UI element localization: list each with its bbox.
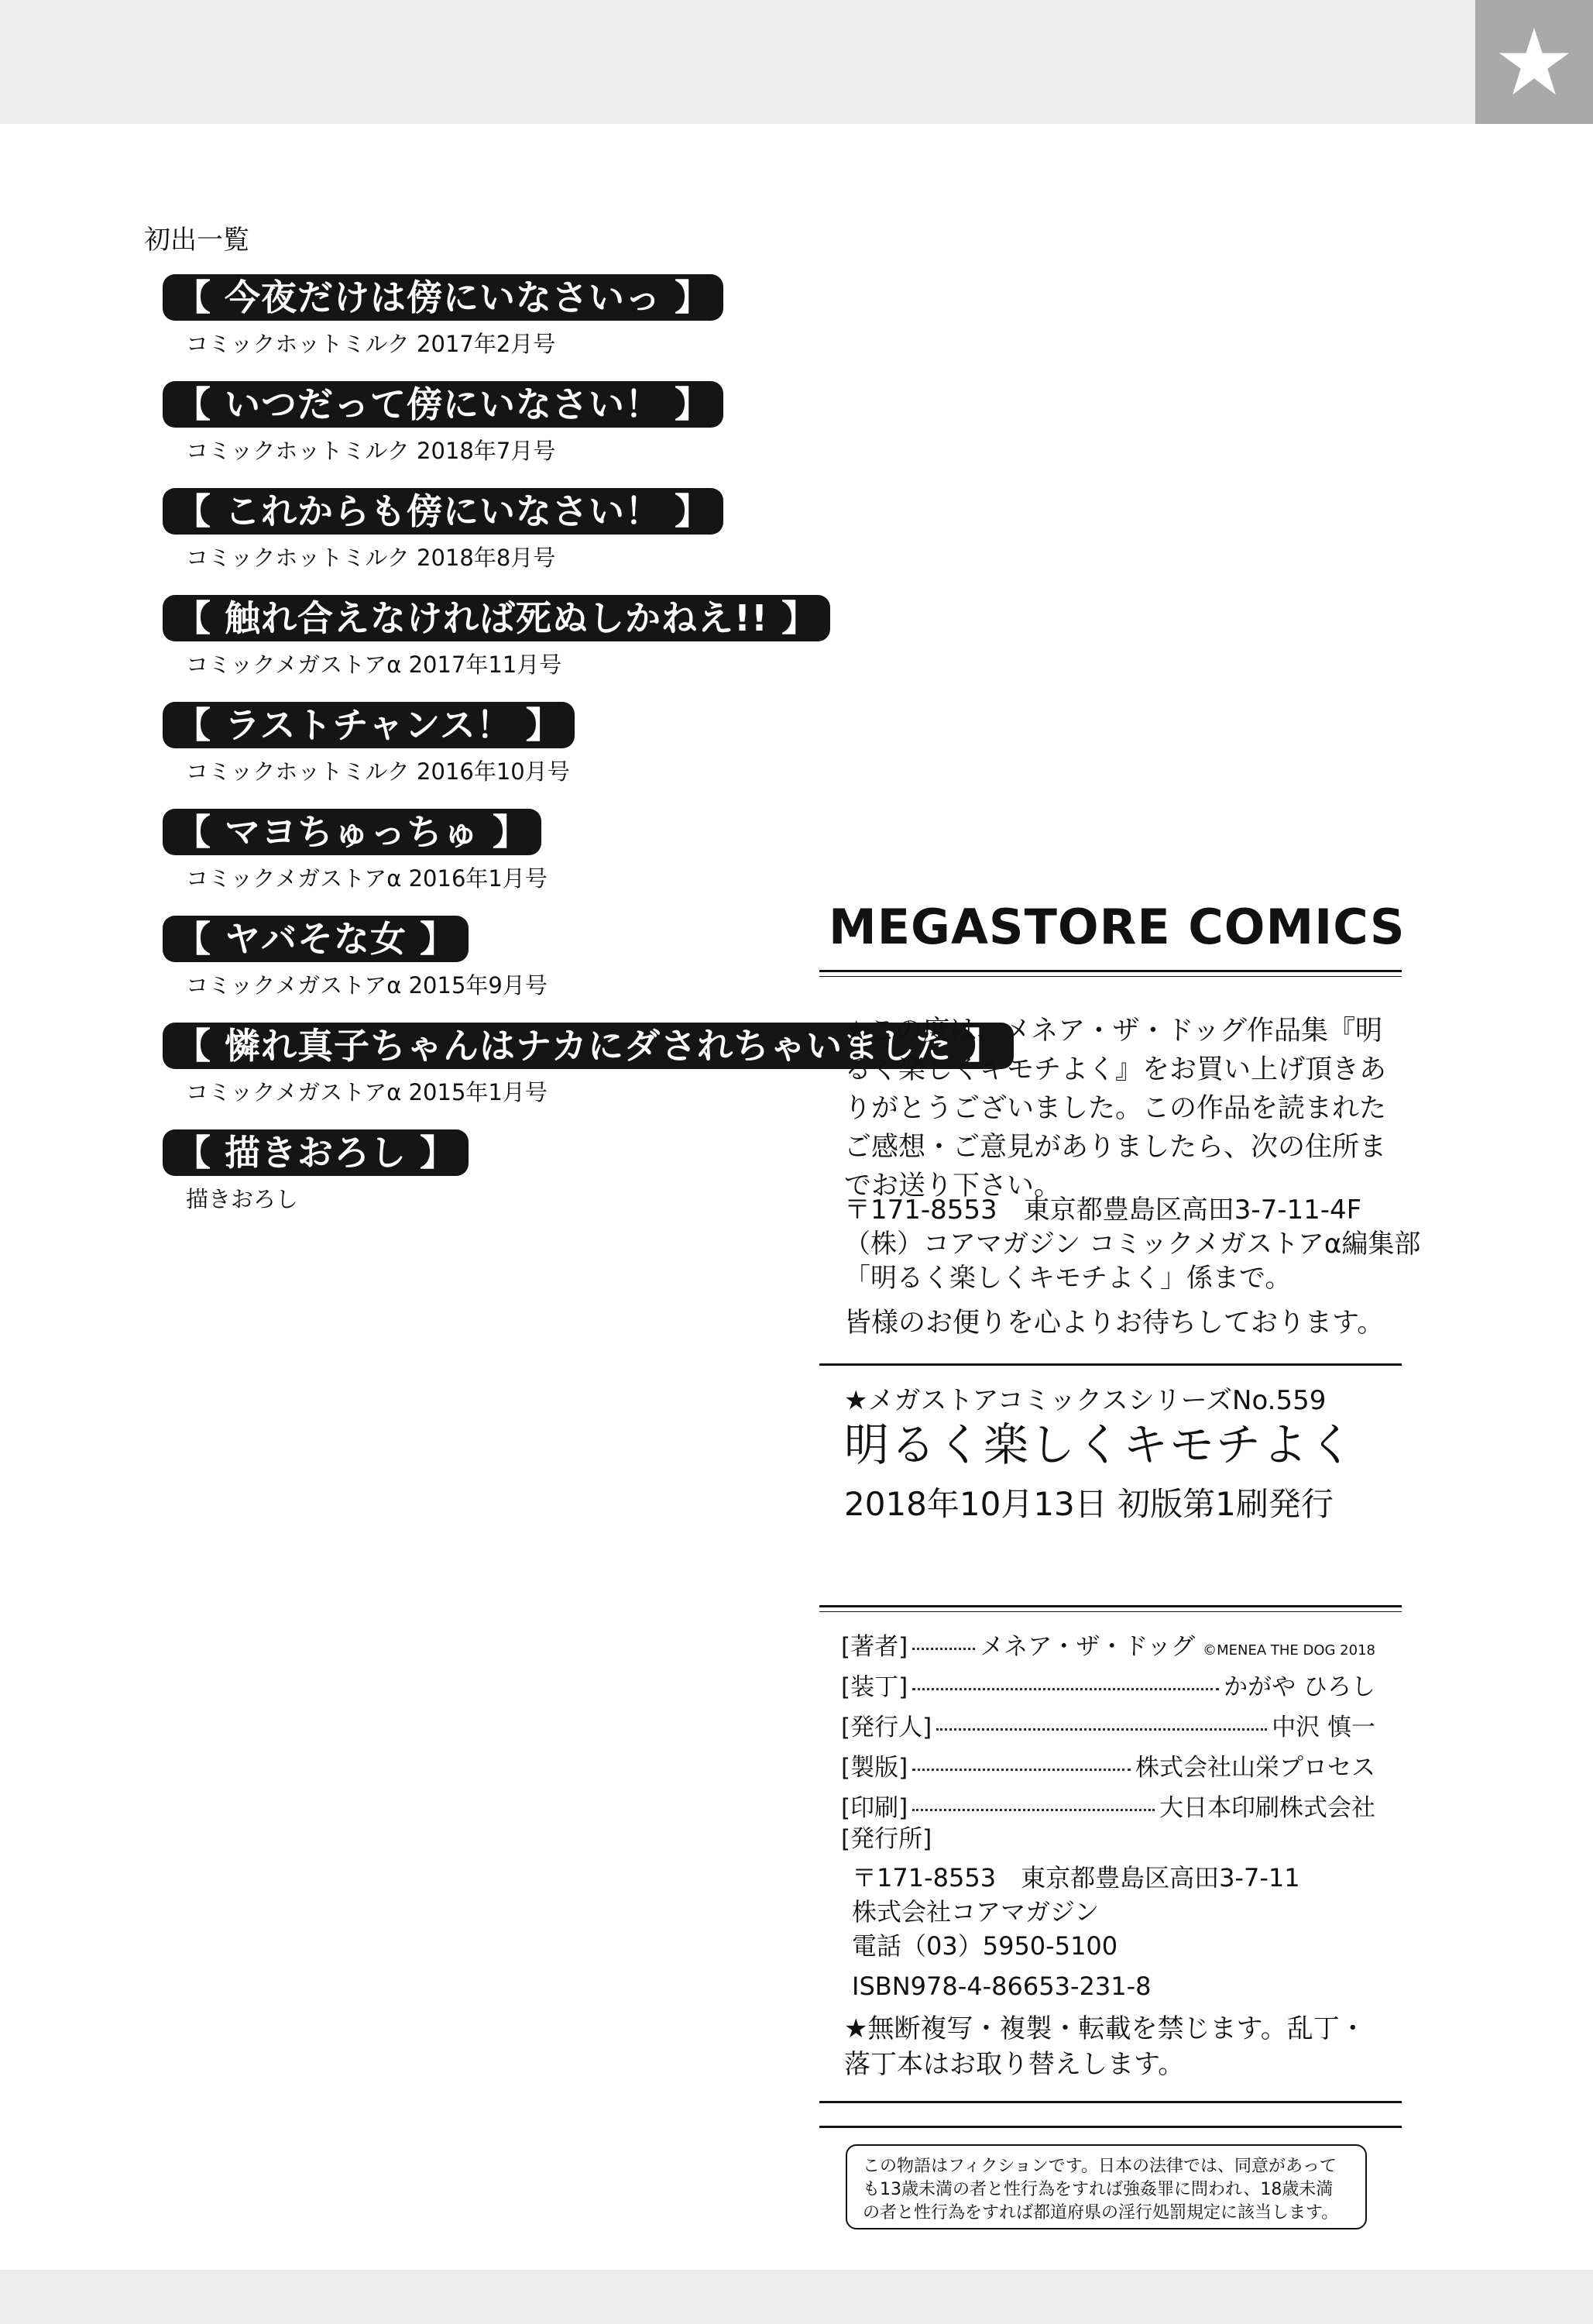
story-title: 【 描きおろし 】 bbox=[163, 1129, 469, 1176]
credit-publisher-person bbox=[841, 1707, 1375, 1741]
fiction-notice: この物語はフィクションです。日本の法律では、同意があっても13歳未満の者と性行為をすれば強姦罪に問われ、18歳未満の者と性行為をすれば都道府県の淫行処罰規定に該当します。 bbox=[846, 2144, 1367, 2229]
story-title: 【 憐れ真子ちゃんはナカにダされちゃいました 】 bbox=[163, 1023, 1014, 1069]
story-source: コミックホットミルク 2017年2月号 bbox=[186, 331, 556, 357]
credit-label: [発行人] bbox=[841, 1714, 932, 1741]
isbn: ISBN978-4-86653-231-8 bbox=[852, 1972, 1152, 2001]
top-margin-band bbox=[0, 0, 1593, 124]
divider bbox=[819, 970, 1402, 977]
address-line: 「明るく楽しくキモチよく」係まで。 bbox=[844, 1263, 1292, 1294]
story-source: 描きおろし bbox=[186, 1186, 299, 1212]
credit-value: 株式会社山栄プロセス bbox=[1135, 1754, 1375, 1782]
series-line: ★メガストアコミックスシリーズNo.559 bbox=[844, 1385, 1327, 1416]
story-title: 【 マヨちゅっちゅ 】 bbox=[163, 809, 541, 855]
list-item bbox=[163, 595, 830, 679]
list-item bbox=[163, 809, 548, 893]
credit-printing bbox=[841, 1788, 1375, 1822]
list-item bbox=[163, 488, 723, 572]
credit-value: 大日本印刷株式会社 bbox=[1159, 1794, 1375, 1822]
publisher-company: 株式会社コアマガジン bbox=[852, 1897, 1100, 1927]
story-source: コミックメガストアα 2016年1月号 bbox=[186, 865, 548, 892]
bottom-margin-band bbox=[0, 2270, 1593, 2324]
leader-dots bbox=[912, 1769, 1131, 1771]
star-icon bbox=[1497, 25, 1571, 99]
thanks-message: ★この度は、メネア・ザ・ドッグ作品集『明るく楽しくキモチよく』をお買い上げ頂きありがとうございました。この作品を読まれたご感想・ご意見がありましたら、次の住所までお送り下さい。 bbox=[844, 1016, 1387, 1202]
credit-label: [著者] bbox=[841, 1633, 908, 1661]
closing-line: 皆様のお便りを心よりお待ちしております。 bbox=[844, 1308, 1385, 1339]
divider bbox=[819, 1363, 1402, 1366]
story-title: 【 これからも傍にいなさい！ 】 bbox=[163, 488, 723, 535]
story-title: 【 いつだって傍にいなさい！ 】 bbox=[163, 381, 723, 428]
copyright-mark: ©MENEA THE DOG 2018 bbox=[1203, 1642, 1375, 1659]
list-item bbox=[163, 274, 723, 359]
corner-star-tab bbox=[1475, 0, 1593, 124]
story-source: コミックホットミルク 2016年10月号 bbox=[186, 758, 570, 785]
credit-value: かがや ひろし bbox=[1224, 1673, 1375, 1701]
story-source: コミックホットミルク 2018年8月号 bbox=[186, 545, 556, 571]
list-item bbox=[163, 702, 575, 786]
publisher-label: [発行所] bbox=[841, 1825, 932, 1853]
credit-label: [装丁] bbox=[841, 1673, 908, 1701]
address-line: （株）コアマガジン コミックメガストアα編集部 bbox=[844, 1229, 1421, 1260]
leader-dots bbox=[912, 1688, 1219, 1690]
story-source: コミックメガストアα 2015年1月号 bbox=[186, 1079, 548, 1105]
leader-dots bbox=[936, 1728, 1267, 1731]
divider bbox=[819, 2126, 1402, 2128]
first-appearance-heading: 初出一覧 bbox=[144, 225, 249, 256]
story-title: 【 ラストチャンス！ 】 bbox=[163, 702, 575, 748]
list-item bbox=[163, 381, 723, 466]
credit-prepress bbox=[841, 1748, 1375, 1782]
publish-date: 2018年10月13日 初版第1刷発行 bbox=[844, 1485, 1334, 1523]
story-source: コミックホットミルク 2018年7月号 bbox=[186, 438, 556, 464]
list-item bbox=[163, 1129, 469, 1214]
story-title: 【 ヤバそな女 】 bbox=[163, 916, 469, 962]
list-item bbox=[163, 916, 548, 1000]
credit-design bbox=[841, 1667, 1375, 1701]
publisher-address: 〒171-8553 東京都豊島区高田3-7-11 bbox=[852, 1863, 1300, 1893]
book-title: 明るく楽しくキモチよく bbox=[844, 1418, 1356, 1471]
leader-dots bbox=[912, 1648, 975, 1650]
credit-value: 中沢 慎一 bbox=[1272, 1714, 1375, 1741]
publisher-phone: 電話（03）5950-5100 bbox=[852, 1931, 1118, 1961]
story-title: 【 今夜だけは傍にいなさいっ 】 bbox=[163, 274, 723, 321]
story-title: 【 触れ合えなければ死ぬしかねえ!! 】 bbox=[163, 595, 830, 641]
credit-label: [製版] bbox=[841, 1754, 908, 1782]
brand-logo: MEGASTORE COMICS bbox=[829, 899, 1406, 955]
leader-dots bbox=[912, 1809, 1155, 1811]
credit-value: メネア・ザ・ドッグ bbox=[980, 1633, 1196, 1661]
divider bbox=[819, 1605, 1402, 1612]
address-line: 〒171-8553 東京都豊島区高田3-7-11-4F bbox=[844, 1195, 1362, 1226]
story-source: コミックメガストアα 2017年11月号 bbox=[186, 651, 562, 678]
copyright-notice: ★無断複写・複製・転載を禁じます。乱丁・落丁本はお取り替えします。 bbox=[844, 2013, 1366, 2080]
credit-label: [印刷] bbox=[841, 1794, 908, 1822]
divider bbox=[819, 2101, 1402, 2103]
story-source: コミックメガストアα 2015年9月号 bbox=[186, 972, 548, 999]
credit-author bbox=[841, 1627, 1375, 1661]
